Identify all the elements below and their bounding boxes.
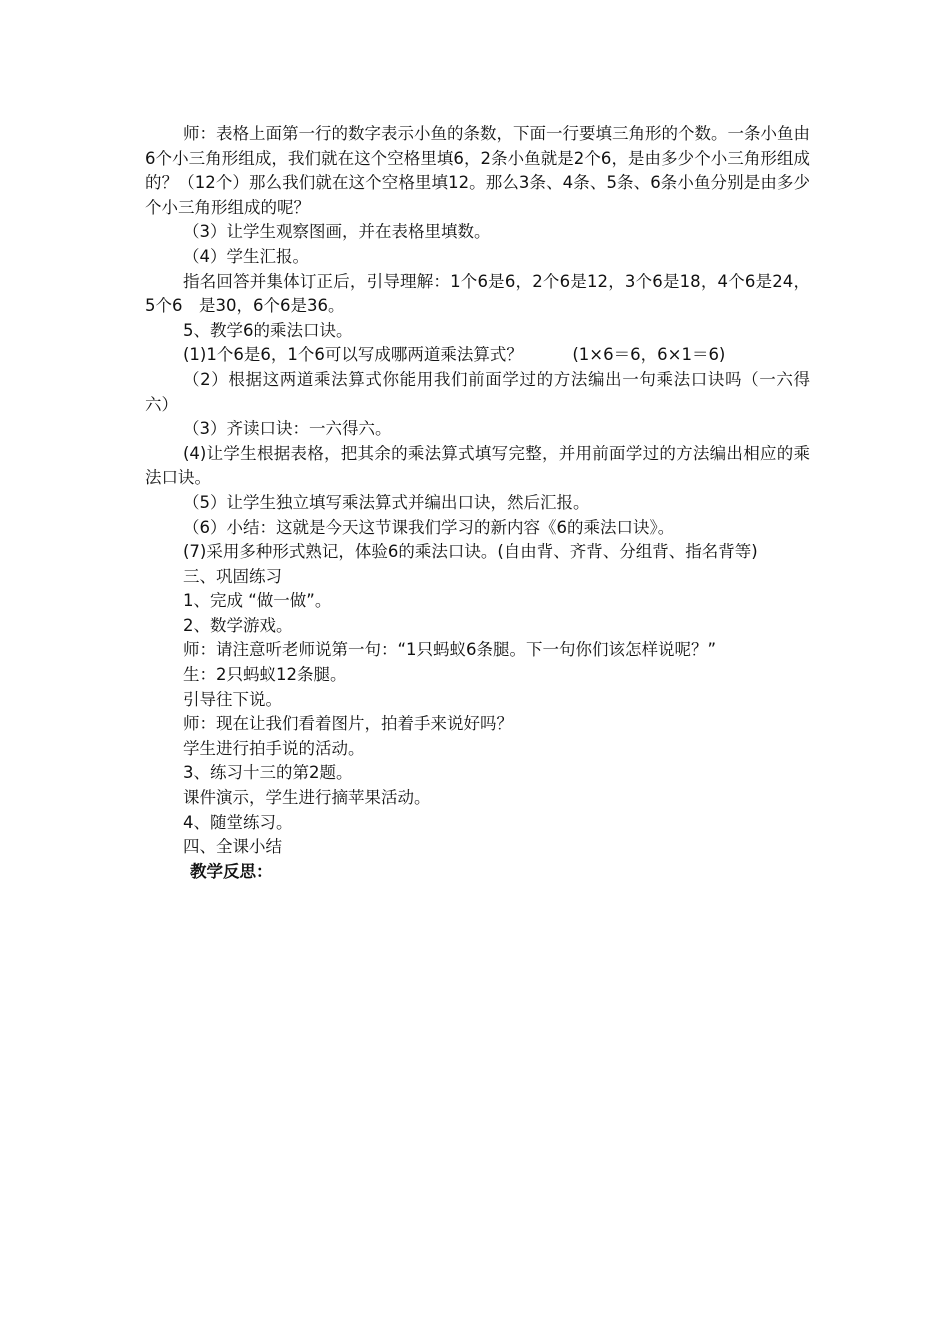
paragraph-item-1: (1)1个6是6，1个6可以写成哪两道乘法算式？ (1×6＝6，6×1＝6) bbox=[183, 345, 726, 365]
paragraph-item-7: (7)采用多种形式熟记，体验6的乘法口诀。(自由背、齐背、分组背、指名背等) bbox=[183, 542, 758, 562]
paragraph-teacher-explains-table: 师：表格上面第一行的数字表示小鱼的条数，下面一行要填三角形的个数。一条小鱼由6个小三角形组成，我们就在这个空格里填6，2条小鱼就是2个6，是由多少个小三角形组成的？（12个）那么我们就在这个空格里填12。那么3条、4条、5条、6条小鱼分别是由多少个小三角形组成的呢？ bbox=[145, 124, 810, 217]
paragraph-step-3-observe: （3）让学生观察图画，并在表格里填数。 bbox=[183, 222, 491, 242]
paragraph-practice-3: 3、练习十三的第2题。 bbox=[183, 763, 353, 783]
paragraph-practice-1: 1、完成 “做一做”。 bbox=[183, 591, 332, 611]
paragraph-item-4: (4)让学生根据表格，把其余的乘法算式填写完整，并用前面学过的方法编出相应的乘法口诀。 bbox=[145, 443, 810, 488]
paragraph-item-5: （5）让学生独立填写乘法算式并编出口诀，然后汇报。 bbox=[183, 492, 590, 512]
paragraph-student-answer: 生：2只蚂蚁12条腿。 bbox=[183, 665, 347, 685]
paragraph-item-6: （6）小结：这就是今天这节课我们学习的新内容《6的乘法口诀》。 bbox=[183, 517, 675, 537]
section-heading-practice: 三、巩固练习 bbox=[183, 566, 282, 586]
paragraph-apple-activity: 课件演示，学生进行摘苹果活动。 bbox=[183, 788, 431, 808]
heading-teaching-reflection: 教学反思： bbox=[190, 861, 273, 881]
paragraph-guided-understanding: 指名回答并集体订正后，引导理解：1个6是6，2个6是12，3个6是18，4个6是24，5个6 是30，6个6是36。 bbox=[145, 271, 810, 316]
paragraph-item-3: （3）齐读口诀：一六得六。 bbox=[183, 419, 392, 439]
paragraph-practice-4: 4、随堂练习。 bbox=[183, 812, 293, 832]
paragraph-teacher-game: 师：请注意听老师说第一句：“1只蚂蚁6条腿。下一句你们该怎样说呢？” bbox=[183, 640, 717, 660]
paragraph-guide-continue: 引导往下说。 bbox=[183, 689, 282, 709]
paragraph-teacher-pictures: 师：现在让我们看着图片，拍着手来说好吗？ bbox=[183, 714, 513, 734]
paragraph-step-4-report: （4）学生汇报。 bbox=[183, 246, 309, 266]
paragraph-practice-2: 2、数学游戏。 bbox=[183, 615, 293, 635]
document-body bbox=[145, 122, 810, 884]
section-heading-summary: 四、全课小结 bbox=[183, 837, 282, 857]
paragraph-clapping-activity: 学生进行拍手说的活动。 bbox=[183, 738, 365, 758]
paragraph-item-2: （2）根据这两道乘法算式你能用我们前面学过的方法编出一句乘法口诀吗（一六得六） bbox=[145, 369, 810, 414]
paragraph-section-5-title: 5、教学6的乘法口诀。 bbox=[183, 320, 353, 340]
